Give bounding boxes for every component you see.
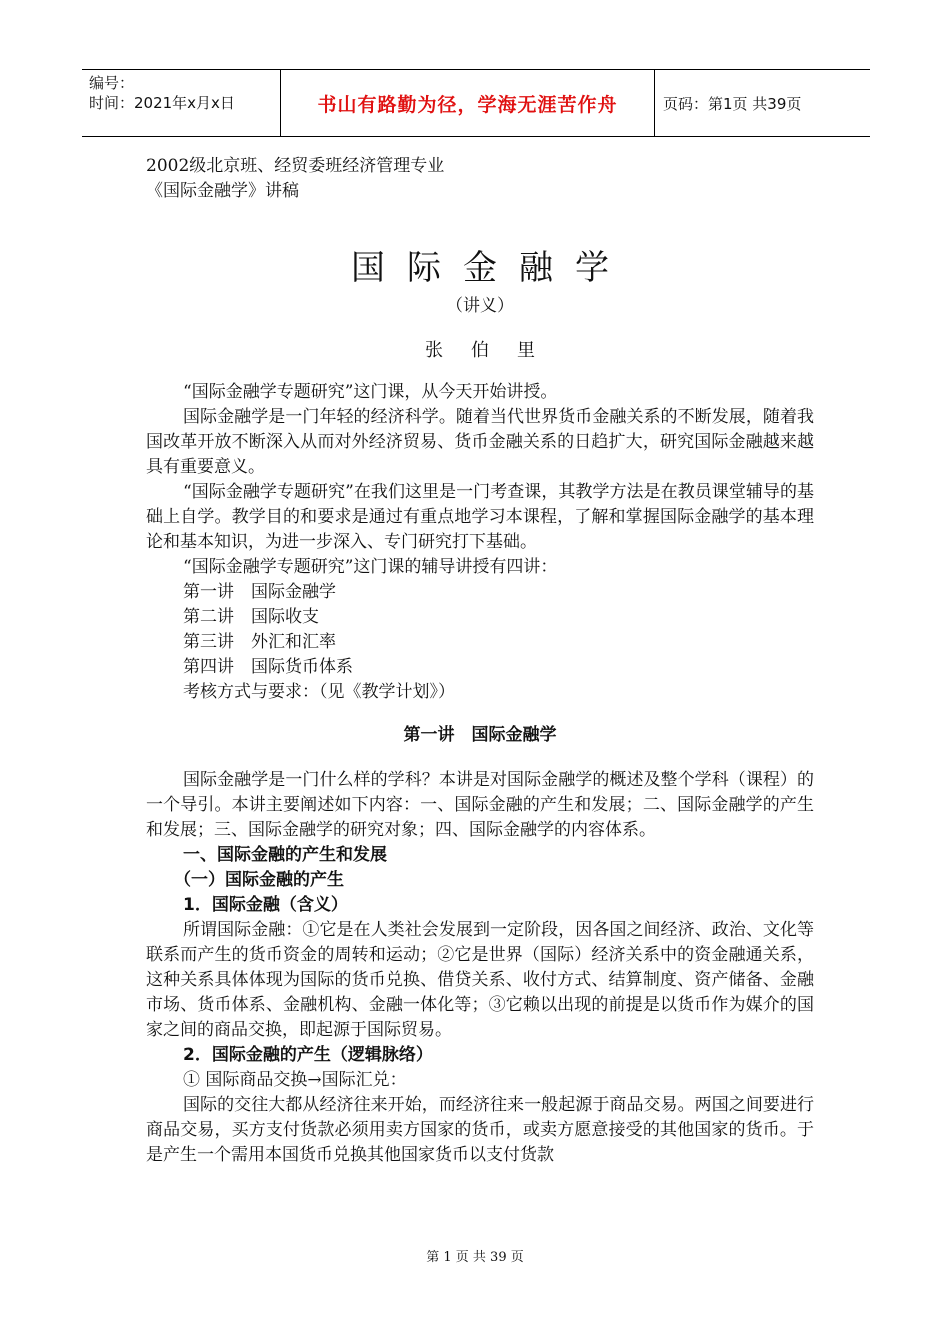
subsection-heading-1: （一）国际金融的产生 [174,870,344,890]
lecture-list-item: 第三讲 外汇和汇率 [183,632,336,652]
document-subtitle: （讲义） [446,296,514,316]
time-label: 时间：2021年x月x日 [89,94,235,112]
item-heading-1: 1．国际金融（含义） [183,895,348,915]
lecture-list-item: 第二讲 国际收支 [183,607,319,627]
intro-section [146,380,814,705]
section-heading-1: 一、国际金融的产生和发展 [183,845,387,865]
course-meta-line2: 《国际金融学》讲稿 [146,181,299,201]
motto: 书山有路勤为径，学海无涯苦作舟 [281,70,655,136]
course-meta-line1: 2002级北京班、经贸委班经济管理专业 [146,156,445,176]
intro-paragraph-3: “国际金融学专题研究”在我们这里是一门考查课，其教学方法是在教员课堂辅导的基础上自学。教学目的和要求是通过有重点地学习本课程，了解和掌握国际金融学的基本理论和基本知识，为进一步深入、专门研究打下基础。 [146,482,814,552]
assessment-line: 考核方式与要求：（见《教学计划》） [183,682,455,702]
header-info-cell [82,70,281,136]
document-author: 张伯里 [425,340,563,361]
intro-paragraph-4: “国际金融学专题研究”这门课的辅导讲授有四讲： [183,557,558,577]
header-table [82,69,870,137]
item-heading-2: 2．国际金融的产生（逻辑脉络） [183,1045,433,1065]
lecture-list-item: 第四讲 国际货币体系 [183,657,353,677]
point-heading-1: ① 国际商品交换→国际汇兑： [183,1070,407,1090]
lecture1-heading: 第一讲 国际金融学 [403,725,557,745]
lecture1-paragraph-3: 国际的交往大都从经济往来开始，而经济往来一般起源于商品交易。两国之间要进行商品交易，买方支付货款必须用卖方国家的货币，或卖方愿意接受的其他国家的货币。于是产生一个需用本国货币兑换其他国家货币以支付货款 [146,1095,814,1165]
number-label: 编号： [89,74,135,92]
document-title: 国际金融学 [351,248,631,288]
lecture1-paragraph-1: 国际金融学是一门什么样的学科？本讲是对国际金融学的概述及整个学科（课程）的一个导引。本讲主要阐述如下内容：一、国际金融的产生和发展；二、国际金融学的产生和发展；三、国际金融学的研究对象；四、国际金融学的内容体系。 [146,770,814,840]
lecture-list-item: 第一讲 国际金融学 [183,582,336,602]
page-footer: 第 1 页 共 39 页 [426,1250,524,1265]
lecture1-section [146,768,814,1168]
lecture1-paragraph-2: 所谓国际金融：①它是在人类社会发展到一定阶段，因各国之间经济、政治、文化等联系而产生的货币资金的周转和运动；②它是世界（国际）经济关系中的资金融通关系，这种关系具体体现为国际的货币兑换、借贷关系、收付方式、结算制度、资产储备、金融市场、货币体系、金融机构、金融一体化等；③它赖以出现的前提是以货币作为媒介的国家之间的商品交换，即起源于国际贸易。 [146,920,814,1040]
page-label: 页码：第1页 共39页 [663,94,802,113]
intro-paragraph-1: “国际金融学专题研究”这门课，从今天开始讲授。 [183,382,558,402]
document-body [146,154,814,1168]
intro-paragraph-2: 国际金融学是一门年轻的经济科学。随着当代世界货币金融关系的不断发展，随着我国改革开放不断深入从而对外经济贸易、货币金融关系的日趋扩大，研究国际金融越来越具有重要意义。 [146,407,814,477]
